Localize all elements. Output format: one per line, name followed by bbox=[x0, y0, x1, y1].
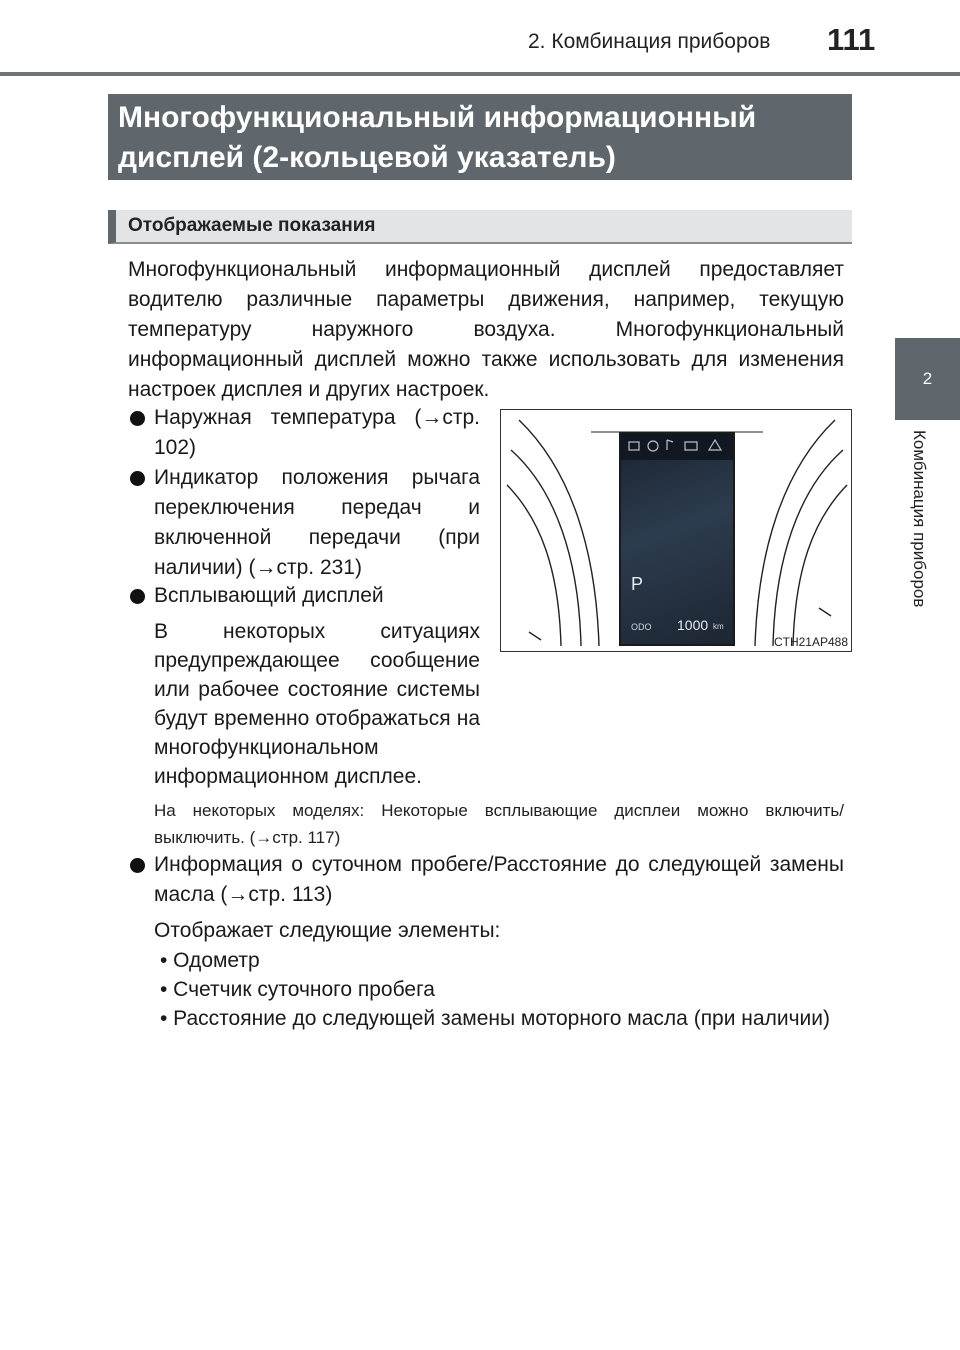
bullet-dot bbox=[130, 411, 145, 426]
bullet-trip-info-text: Отображает следующие элементы: bbox=[154, 919, 501, 942]
cluster-illustration bbox=[500, 409, 852, 652]
gear-position-readout: P bbox=[631, 574, 644, 594]
page-title bbox=[108, 94, 852, 180]
bullet-popup-note: На некоторых моделях: Некоторые всплывающие дисплеи можно включить/выключить. (→стр. 117) bbox=[154, 801, 844, 847]
odometer-label: ODO bbox=[631, 622, 652, 632]
section-subheading: Отображаемые показания bbox=[108, 210, 852, 244]
bullet-dot bbox=[130, 471, 145, 486]
odometer-value: 1000 bbox=[677, 617, 709, 633]
bullet-outside-temperature: Наружная температура (→стр. 102) bbox=[154, 406, 480, 459]
figure-code: CTH21AP488 bbox=[773, 635, 848, 649]
bullet-dot bbox=[130, 589, 145, 604]
bullet-dot bbox=[130, 858, 145, 873]
header-section-title: 2. Комбинация приборов bbox=[528, 30, 771, 53]
trip-info-items bbox=[160, 946, 850, 1033]
page-title-line-1: Многофункциональный информационный bbox=[118, 101, 757, 134]
list-item: • Счетчик суточного пробега bbox=[160, 978, 435, 1001]
bullet-popup-title: Всплывающий дисплей bbox=[154, 584, 384, 607]
header-rule bbox=[0, 72, 960, 76]
chapter-tab: 2 bbox=[895, 338, 960, 420]
page-title-line-2: дисплей (2-кольцевой указатель) bbox=[118, 141, 616, 174]
indicator-icons bbox=[621, 434, 733, 458]
bullet-trip-info-title: Информация о суточном пробеге/Расстояние до следующей замены масла (→стр. 113) bbox=[154, 853, 844, 906]
page-number: 111 bbox=[827, 22, 876, 57]
list-item: • Одометр bbox=[160, 949, 260, 972]
list-item: • Расстояние до следующей замены моторного масла (при наличии) bbox=[160, 1007, 830, 1030]
bullet-popup-text: В некоторых ситуациях предупреждающее сообщение или рабочее состояние системы будут временно отображаться на многофункциональном информационном дисплее. bbox=[154, 620, 480, 788]
bullet-shift-position: Индикатор положения рычага переключения передач и включенной передачи (при наличии) (→стр. 231) bbox=[154, 466, 480, 579]
odometer-unit: km bbox=[713, 622, 724, 631]
chapter-tab-label: Комбинация приборов bbox=[910, 430, 929, 608]
intro-paragraph: Многофункциональный информационный дисплей предоставляет водителю различные параметры движения, например, текущую температуру наружного воздуха. Многофункциональный информационный дисплей можно также использовать для изменения настроек дисплея и других настроек. bbox=[128, 258, 844, 401]
multi-information-display bbox=[619, 432, 735, 646]
indicator-strip bbox=[621, 434, 733, 460]
